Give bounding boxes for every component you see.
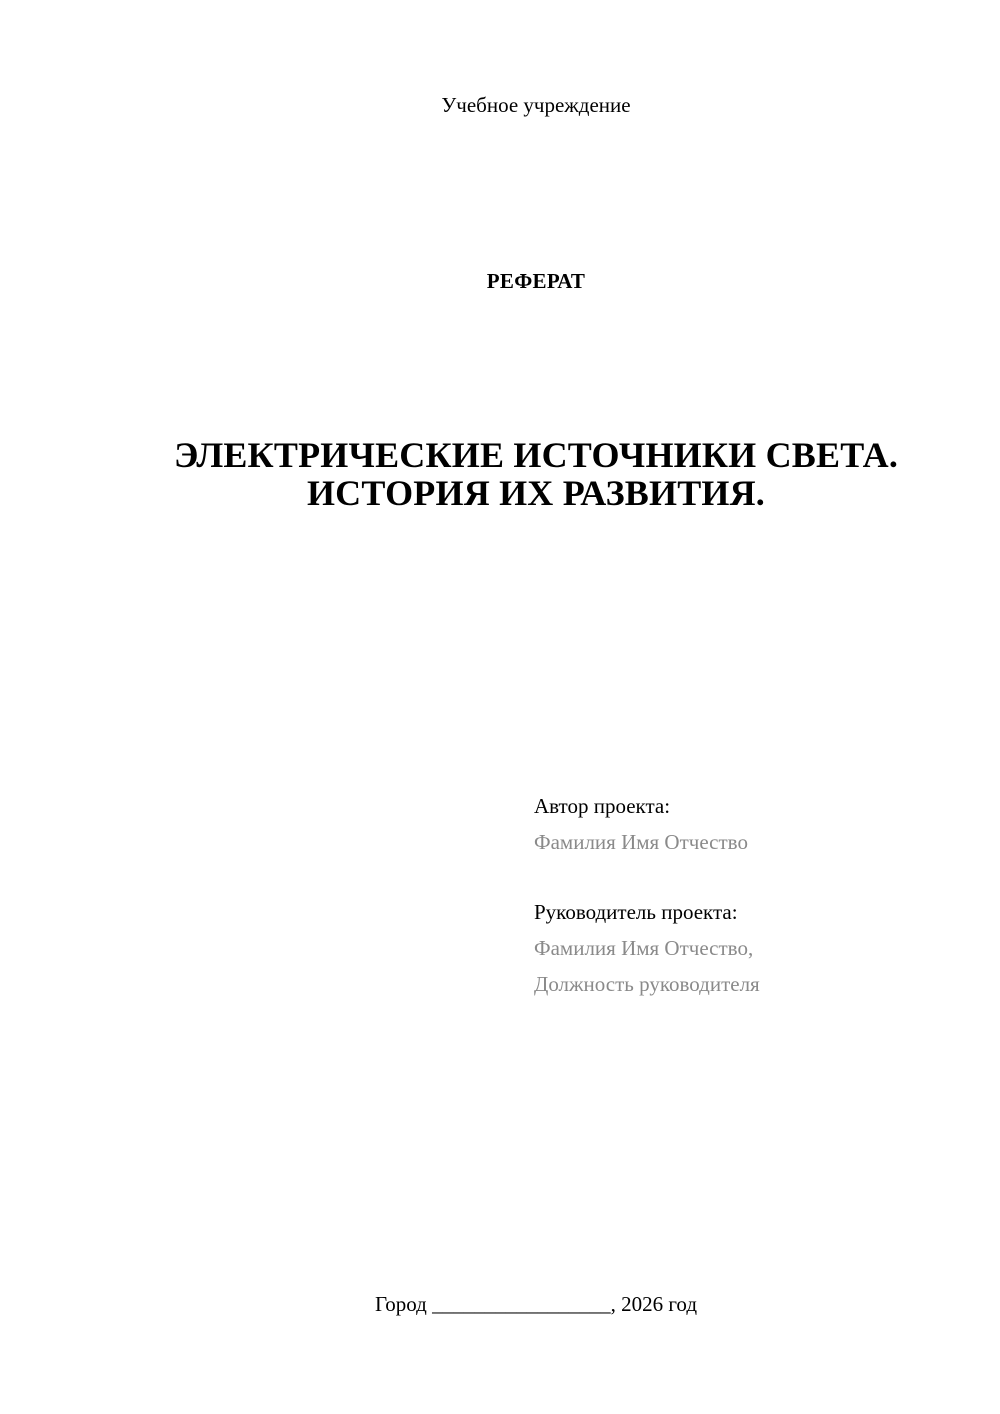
supervisor-position-placeholder: Должность руководителя <box>534 972 760 996</box>
document-type: РЕФЕРАТ <box>486 269 586 293</box>
author-name-placeholder: Фамилия Имя Отчество <box>534 830 748 854</box>
institution-name: Учебное учреждение <box>441 93 631 117</box>
credits-block <box>534 788 760 1002</box>
author-label: Автор проекта: <box>534 794 671 818</box>
supervisor-name-placeholder: Фамилия Имя Отчество, <box>534 936 754 960</box>
credits-spacer <box>534 860 760 894</box>
supervisor-label: Руководитель проекта: <box>534 900 738 924</box>
document-title-line-1: ЭЛЕКТРИЧЕСКИЕ ИСТОЧНИКИ СВЕТА. <box>173 435 899 475</box>
city-year-line: Город _________________, 2026 год <box>374 1292 698 1316</box>
document-title-line-2: ИСТОРИЯ ИХ РАЗВИТИЯ. <box>306 473 766 513</box>
document-title <box>0 436 1000 512</box>
